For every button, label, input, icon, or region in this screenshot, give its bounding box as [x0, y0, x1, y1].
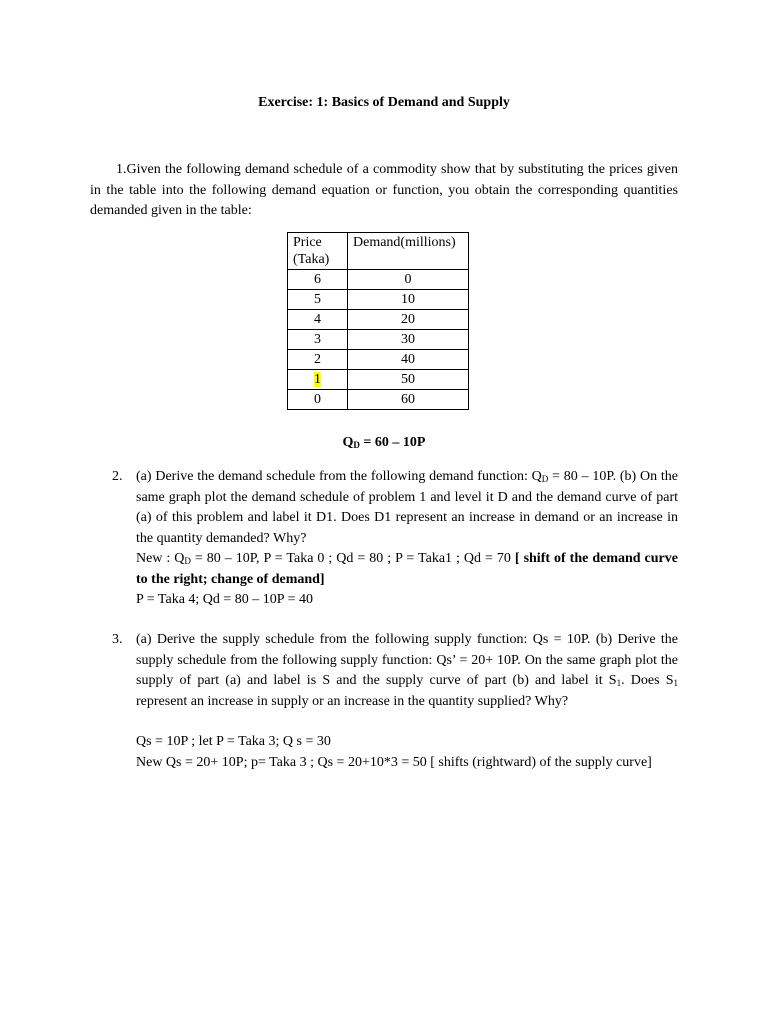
demand-cell: 20 — [348, 310, 469, 330]
problem-3-answer-line-1: Qs = 10P ; let P = Taka 3; Q s = 30 — [136, 734, 331, 749]
price-cell: 0 — [288, 390, 348, 410]
problem-3-number: 3. — [112, 632, 123, 647]
price-cell: 4 — [288, 310, 348, 330]
demand-header: Demand(millions) — [348, 233, 469, 270]
demand-schedule-table — [287, 232, 469, 410]
table-header-row — [288, 233, 469, 270]
problem-2-number: 2. — [112, 469, 123, 484]
problem-2-body — [136, 467, 678, 611]
highlighted-price: 1 — [314, 372, 321, 387]
problem-2-answer: New : $Q_D = 80 - 10P$, P = Taka 0 ; Qd = 80 ; P = Taka1 ; Qd = 70 [ shift of the demand curve to the right; change of demand] — [136, 551, 678, 587]
problem-3-question: (a) Derive the supply schedule from the following supply function: Qs = 10P. (b) Derive the supply schedule from the following supply function: Qs’ = 20+ 10P. On the same graph plot the supply of part (a) and label is S and the supply curve of part (b) and label it $S_1$. Does $S_1$ represent an increase in supply or an increase in the quantity supplied? Why? — [136, 632, 678, 709]
demand-cell: 60 — [348, 390, 469, 410]
table-row — [288, 350, 469, 370]
problem-2 — [112, 467, 678, 611]
table-row — [288, 290, 469, 310]
problem-2-answer-line: P = Taka 4; Qd = 80 – 10P = 40 — [136, 592, 313, 607]
demand-cell: 0 — [348, 270, 469, 290]
demand-equation: $Q_D = 60 - 10P$ — [342, 435, 426, 450]
demand-cell: 10 — [348, 290, 469, 310]
problem-2-question: (a) Derive the demand schedule from the following demand function: $Q_D = 80 - 10P$. (b) On the same graph plot the demand schedule of problem 1 and level it D and the demand curve of part (a) of this problem and label it D1. Does D1 represent an increase in demand or an increase in the quantity demanded? Why? — [136, 469, 679, 546]
price-cell: 5 — [288, 290, 348, 310]
demand-cell: 30 — [348, 330, 469, 350]
problem-3-body — [136, 630, 678, 773]
table-row — [288, 390, 469, 410]
table-row — [288, 330, 469, 350]
table-row — [288, 370, 469, 390]
price-cell — [288, 370, 348, 390]
demand-cell: 50 — [348, 370, 469, 390]
price-cell: 3 — [288, 330, 348, 350]
page-title: Exercise: 1: Basics of Demand and Supply — [258, 95, 510, 110]
price-header: Price (Taka) — [288, 233, 348, 270]
price-cell: 6 — [288, 270, 348, 290]
table-row — [288, 270, 469, 290]
problem-3 — [112, 630, 678, 773]
table-row — [288, 310, 469, 330]
demand-cell: 40 — [348, 350, 469, 370]
problem-3-answer-line-2: New Qs = 20+ 10P; p= Taka 3 ; Qs = 20+10*3 = 50 [ shifts (rightward) of the supply curve] — [136, 754, 652, 770]
problem-1-text: 1.Given the following demand schedule of a commodity show that by substituting the prices given in the table into the following demand equation or function, you obtain the corresponding quantities demanded given in the table: — [90, 162, 678, 218]
price-cell: 2 — [288, 350, 348, 370]
